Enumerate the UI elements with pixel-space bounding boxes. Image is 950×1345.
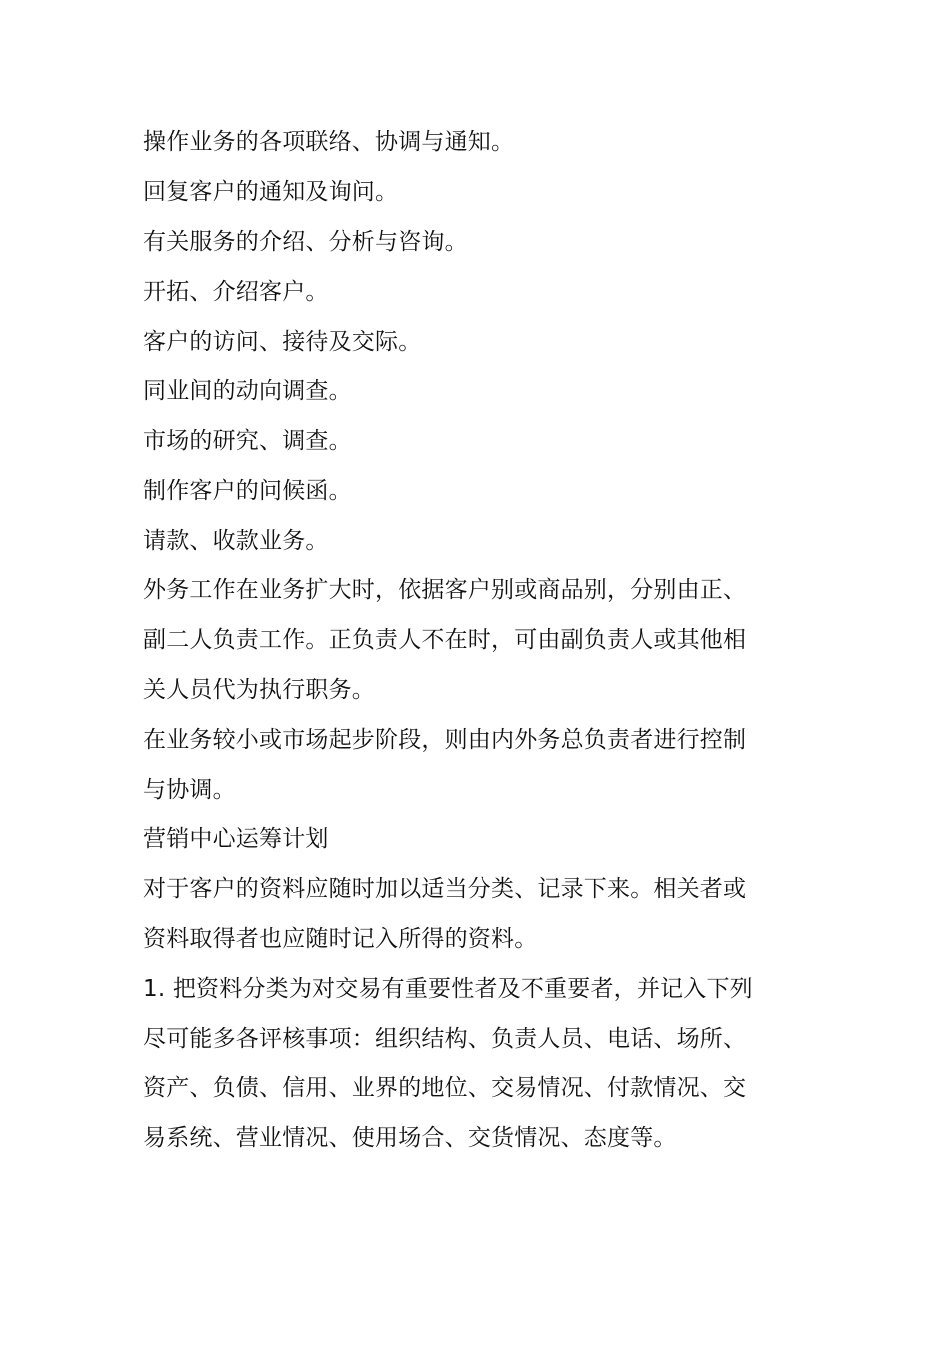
text-line: 外务工作在业务扩大时，依据客户别或商品别，分别由正、 bbox=[143, 577, 747, 603]
text-line: 回复客户的通知及询问。 bbox=[143, 179, 399, 205]
text-line: 对于客户的资料应随时加以适当分类、记录下来。相关者或 bbox=[143, 876, 747, 902]
text-line: 客户的访问、接待及交际。 bbox=[143, 329, 422, 355]
text-line: 资产、负债、信用、业界的地位、交易情况、付款情况、交 bbox=[143, 1075, 747, 1101]
text-line: 易系统、营业情况、使用场合、交货情况、态度等。 bbox=[143, 1125, 677, 1151]
text-line: 资料取得者也应随时记入所得的资料。 bbox=[143, 926, 538, 952]
text-line: 制作客户的问候函。 bbox=[143, 478, 352, 504]
text-line: 关人员代为执行职务。 bbox=[143, 677, 375, 703]
list-item: 1. 把资料分类为对交易有重要性者及不重要者，并记入下列 bbox=[143, 976, 753, 1002]
text-line: 同业间的动向调查。 bbox=[143, 378, 352, 404]
text-line: 在业务较小或市场起步阶段，则由内外务总负责者进行控制 bbox=[143, 727, 747, 753]
text-line: 有关服务的介绍、分析与咨询。 bbox=[143, 229, 468, 255]
section-heading: 营销中心运筹计划 bbox=[143, 826, 329, 852]
text-line: 尽可能多各评核事项：组织结构、负责人员、电话、场所、 bbox=[143, 1026, 747, 1052]
text-line: 开拓、介绍客户。 bbox=[143, 279, 329, 305]
text-line: 操作业务的各项联络、协调与通知。 bbox=[143, 129, 515, 155]
text-line: 与协调。 bbox=[143, 777, 236, 803]
text-line: 市场的研究、调查。 bbox=[143, 428, 352, 454]
text-line: 副二人负责工作。正负责人不在时，可由副负责人或其他相 bbox=[143, 627, 747, 653]
text-line: 请款、收款业务。 bbox=[143, 528, 329, 554]
